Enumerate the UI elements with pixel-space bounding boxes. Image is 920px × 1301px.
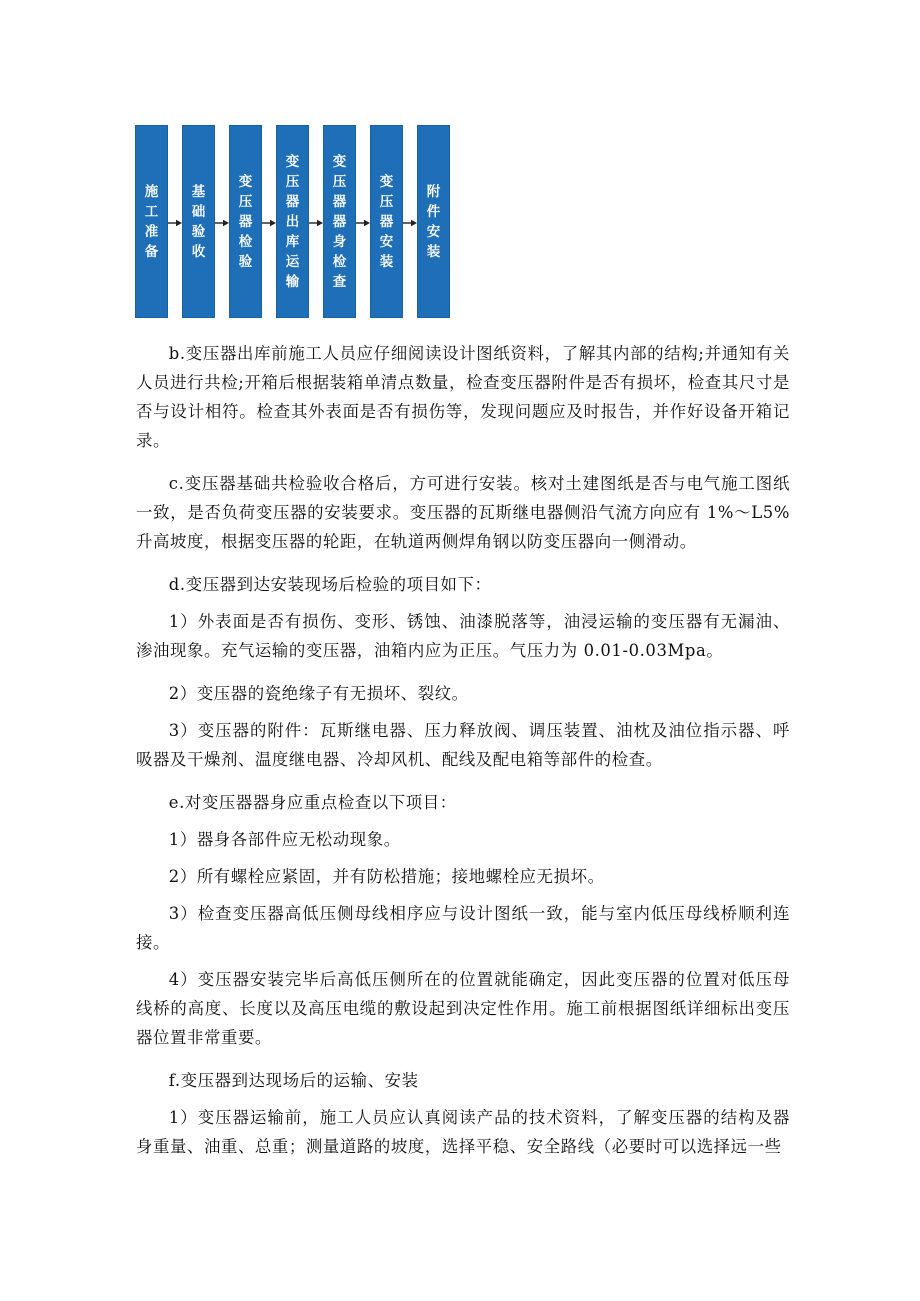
flow-arrow-icon bbox=[403, 219, 417, 227]
paragraph-c: c.变压器基础共检验收合格后，方可进行安装。核对土建图纸是否与电气施工图纸一致，是否负荷变压器的安装要求。变压器的瓦斯继电器侧沿气流方向应有 1%～L5%升高坡度，根据变压器的轮距，在轨道两侧焊角钢以防变压器向一侧滑动。 bbox=[136, 474, 790, 551]
paragraph-e-item-2: 2）所有螺栓应紧固，并有防松措施；接地螺栓应无损坏。 bbox=[168, 867, 605, 886]
flow-step-7 bbox=[417, 125, 450, 318]
paragraph-e-item-3: 3）检查变压器高低压侧母线相序应与设计图纸一致，能与室内低压母线桥顺利连接。 bbox=[136, 904, 790, 952]
flow-step-label: 施工准备 bbox=[144, 183, 159, 260]
flow-step-label: 附件安装 bbox=[426, 183, 441, 260]
paragraph-b: b.变压器出库前施工人员应仔细阅读设计图纸资料，了解其内部的结构;并通知有关人员进行共检;开箱后根据装箱单清点数量，检查变压器附件是否有损坏，检查其尺寸是否与设计相符。检查其外表面是否有损伤等，发现问题应及时报告，并作好设备开箱记录。 bbox=[136, 344, 790, 450]
flow-arrow-icon bbox=[309, 219, 323, 227]
paragraph-d-item-2: 2）变压器的瓷绝缘子有无损坏、裂纹。 bbox=[168, 684, 469, 703]
flow-arrow-icon bbox=[215, 219, 229, 227]
flow-step-label: 基础验收 bbox=[191, 183, 206, 260]
flow-step-2 bbox=[182, 125, 215, 318]
flow-step-6 bbox=[370, 125, 403, 318]
flow-arrow-icon bbox=[356, 219, 370, 227]
paragraph-e-heading: e.对变压器器身应重点检查以下项目： bbox=[168, 793, 457, 812]
flow-step-1 bbox=[135, 125, 168, 318]
paragraph-d-heading: d.变压器到达安装现场后检验的项目如下： bbox=[168, 575, 492, 594]
flow-arrow-icon bbox=[168, 219, 182, 227]
paragraph-e-item-1: 1）器身各部件应无松动现象。 bbox=[168, 830, 401, 849]
flow-step-label: 变压器出库运输 bbox=[285, 153, 300, 290]
flow-step-label: 变压器检验 bbox=[238, 173, 253, 270]
flow-step-5 bbox=[323, 125, 356, 318]
flow-step-3 bbox=[229, 125, 262, 318]
flow-step-label: 变压器安装 bbox=[379, 173, 394, 270]
flow-step-4 bbox=[276, 125, 309, 318]
paragraph-f-item-1: 1）变压器运输前，施工人员应认真阅读产品的技术资料，了解变压器的结构及器身重量、油重、总重；测量道路的坡度，选择平稳、安全路线（必要时可以选择远一些 bbox=[136, 1108, 790, 1156]
paragraph-e-item-4: 4）变压器安装完毕后高低压侧所在的位置就能确定，因此变压器的位置对低压母线桥的高度、长度以及高压电缆的敷设起到决定性作用。施工前根据图纸详细标出变压器位置非常重要。 bbox=[136, 970, 790, 1047]
flow-arrow-icon bbox=[262, 219, 276, 227]
paragraph-d-item-3: 3）变压器的附件：瓦斯继电器、压力释放阀、调压装置、油枕及油位指示器、呼吸器及干燥剂、温度继电器、冷却风机、配线及配电箱等部件的检查。 bbox=[136, 721, 790, 769]
document-body bbox=[136, 339, 790, 1175]
paragraph-f-heading: f.变压器到达现场后的运输、安装 bbox=[168, 1071, 419, 1090]
flow-step-label: 变压器器身检查 bbox=[332, 153, 347, 290]
process-flowchart bbox=[135, 125, 445, 318]
paragraph-d-item-1: 1）外表面是否有损伤、变形、锈蚀、油漆脱落等，油浸运输的变压器有无漏油、渗油现象。充气运输的变压器，油箱内应为正压。气压力为 0.01-0.03Mpa。 bbox=[136, 612, 790, 660]
